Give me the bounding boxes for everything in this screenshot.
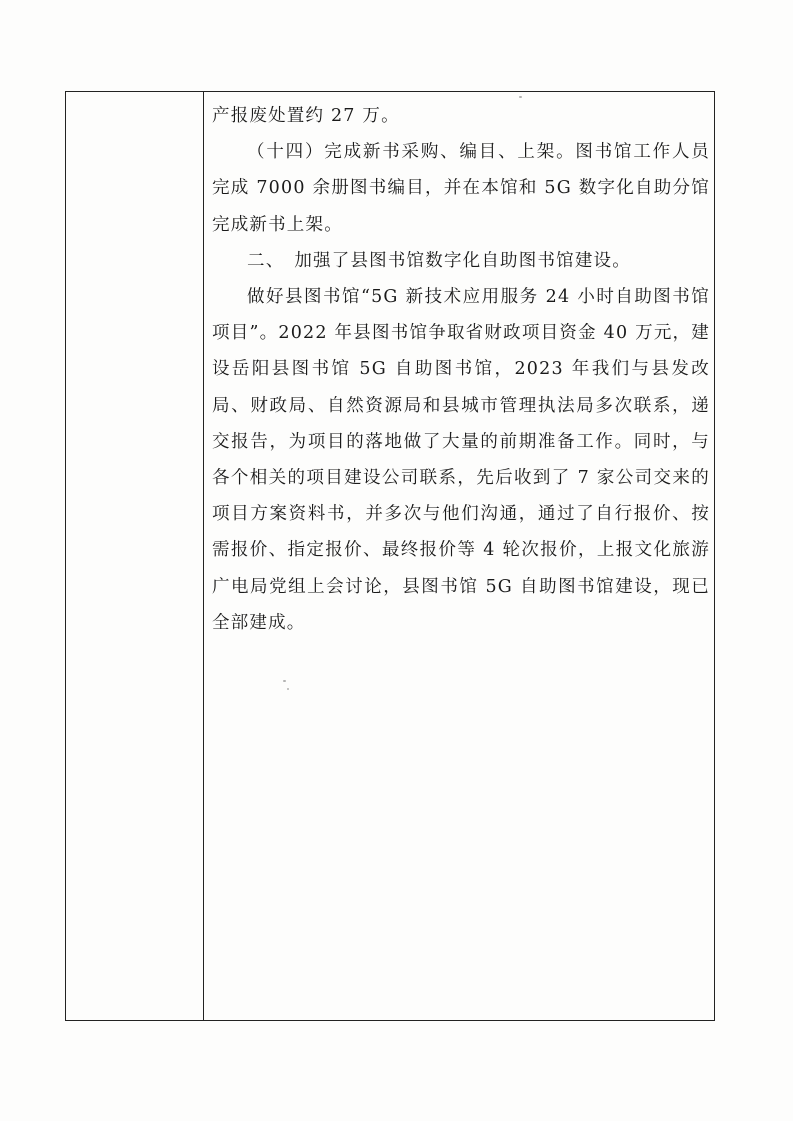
- report-form-table: [65, 91, 715, 1021]
- scan-speck: [519, 96, 522, 98]
- paragraph-library-project: 做好县图书馆“5G 新技术应用服务 24 小时自助图书馆项目”。2022 年县图书馆争取省财政项目资金 40 万元，建设岳阳县图书馆 5G 自助图书馆，2023 年我们与县发改局、财政局、自然资源局和县城市管理执法局多次联系，递交报告，为项目的落地做了大量的前期准备工作。同时，与各个相关的项目建设公司联系，先后收到了 7 家公司交来的项目方案资料书，并多次与他们沟通，通过了自行报价、按需报价、指定报价、最终报价等 4 轮次报价，上报文化旅游广电局党组上会讨论，县图书馆 5G 自助图书馆建设，现已全部建成。: [212, 287, 710, 633]
- form-label-column: [66, 92, 204, 1020]
- section-heading-2: 二、 加强了县图书馆数字化自助图书馆建设。: [247, 250, 631, 271]
- scan-speck: [283, 680, 286, 682]
- paragraph-continuation: 产报废处置约 27 万。: [212, 106, 400, 126]
- scan-speck: [287, 688, 289, 690]
- paragraph-item-14: （十四）完成新书采购、编目、上架。图书馆工作人员完成 7000 余册图书编目，并在本馆和 5G 数字化自助分馆完成新书上架。: [212, 142, 710, 235]
- report-content: [212, 98, 710, 641]
